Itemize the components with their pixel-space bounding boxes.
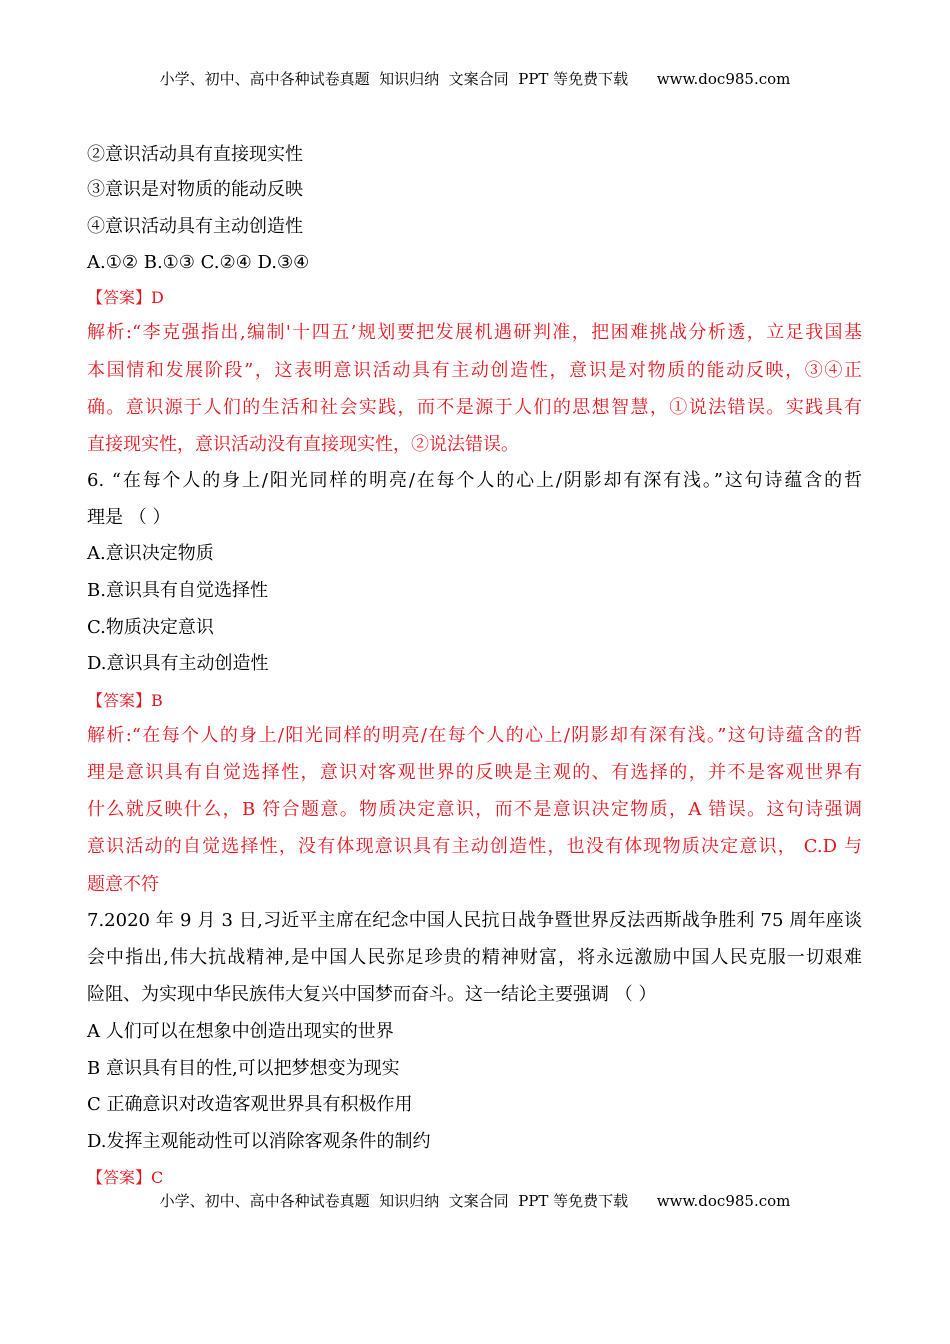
question-line: 险阻、为实现中华民族伟大复兴中国梦而奋斗。这一结论主要强调 （ ） (87, 984, 657, 1005)
question-line: C 正确意识对改造客观世界具有积极作用 (87, 1094, 413, 1115)
question-line: D.意识具有主动创造性 (87, 653, 269, 674)
question-line: A.①② B.①③ C.②④ D.③④ (87, 252, 310, 273)
explanation-line: 什么就反映什么，B 符合题意。物质决定意识，而不是意识决定物质，A 错误。这句诗强调 (87, 799, 862, 820)
question-line: 会中指出,伟大抗战精神,是中国人民弥足珍贵的精神财富，将永远激励中国人民克服一切艰难 (87, 947, 862, 968)
question-line: B.意识具有自觉选择性 (87, 580, 268, 601)
question-line: 6. “在每个人的身上/阳光同样的明亮/在每个人的心上/阴影却有深有浅。”这句诗蕴含的哲 (87, 470, 862, 491)
explanation-line: 确。意识源于人们的生活和社会实践，而不是源于人们的思想智慧，①说法错误。实践具有 (87, 397, 862, 418)
question-line: 7.2020 年 9 月 3 日,习近平主席在纪念中国人民抗日战争暨世界反法西斯战争胜利 75 周年座谈 (87, 910, 862, 931)
explanation-line: 题意不符 (87, 874, 159, 895)
explanation-line: 本国情和发展阶段”，这表明意识活动具有主动创造性，意识是对物质的能动反映，③④正 (87, 360, 862, 381)
answer-label: 【答案】D (87, 288, 164, 307)
explanation-line: 解析:“在每个人的身上/阳光同样的明亮/在每个人的心上/阴影却有深有浅。”这句诗蕴含的哲 (87, 725, 862, 746)
answer-label: 【答案】B (87, 691, 163, 710)
question-line: C.物质决定意识 (87, 617, 214, 638)
explanation-line: 解析:“李克强指出,编制'十四五’规划要把发展机遇研判准，把困难挑战分析透，立足我国基 (87, 322, 862, 343)
explanation-line: 理是意识具有自觉选择性，意识对客观世界的反映是主观的、有选择的，并不是客观世界有 (87, 762, 862, 783)
question-line: 理是 （ ） (87, 507, 171, 528)
question-line: A.意识决定物质 (87, 543, 214, 564)
question-line: A 人们可以在想象中创造出现实的世界 (87, 1021, 394, 1042)
question-line: ②意识活动具有直接现实性 (87, 144, 303, 165)
explanation-line: 直接现实性，意识活动没有直接现实性，②说法错误。 (87, 434, 519, 455)
question-line: D.发挥主观能动性可以消除客观条件的制约 (87, 1131, 431, 1152)
question-line: ④意识活动具有主动创造性 (87, 216, 303, 237)
page-footer: 小学、初中、高中各种试卷真题 知识归纳 文案合同 PPT 等免费下载 www.doc985.com (159, 1192, 791, 1210)
question-line: B 意识具有目的性,可以把梦想变为现实 (87, 1058, 400, 1079)
page-header: 小学、初中、高中各种试卷真题 知识归纳 文案合同 PPT 等免费下载 www.doc985.com (159, 70, 791, 88)
explanation-line: 意识活动的自觉选择性，没有体现意识具有主动创造性，也没有体现物质决定意识， C.D 与 (87, 836, 862, 857)
answer-label: 【答案】C (87, 1168, 164, 1187)
question-line: ③意识是对物质的能动反映 (87, 179, 303, 200)
